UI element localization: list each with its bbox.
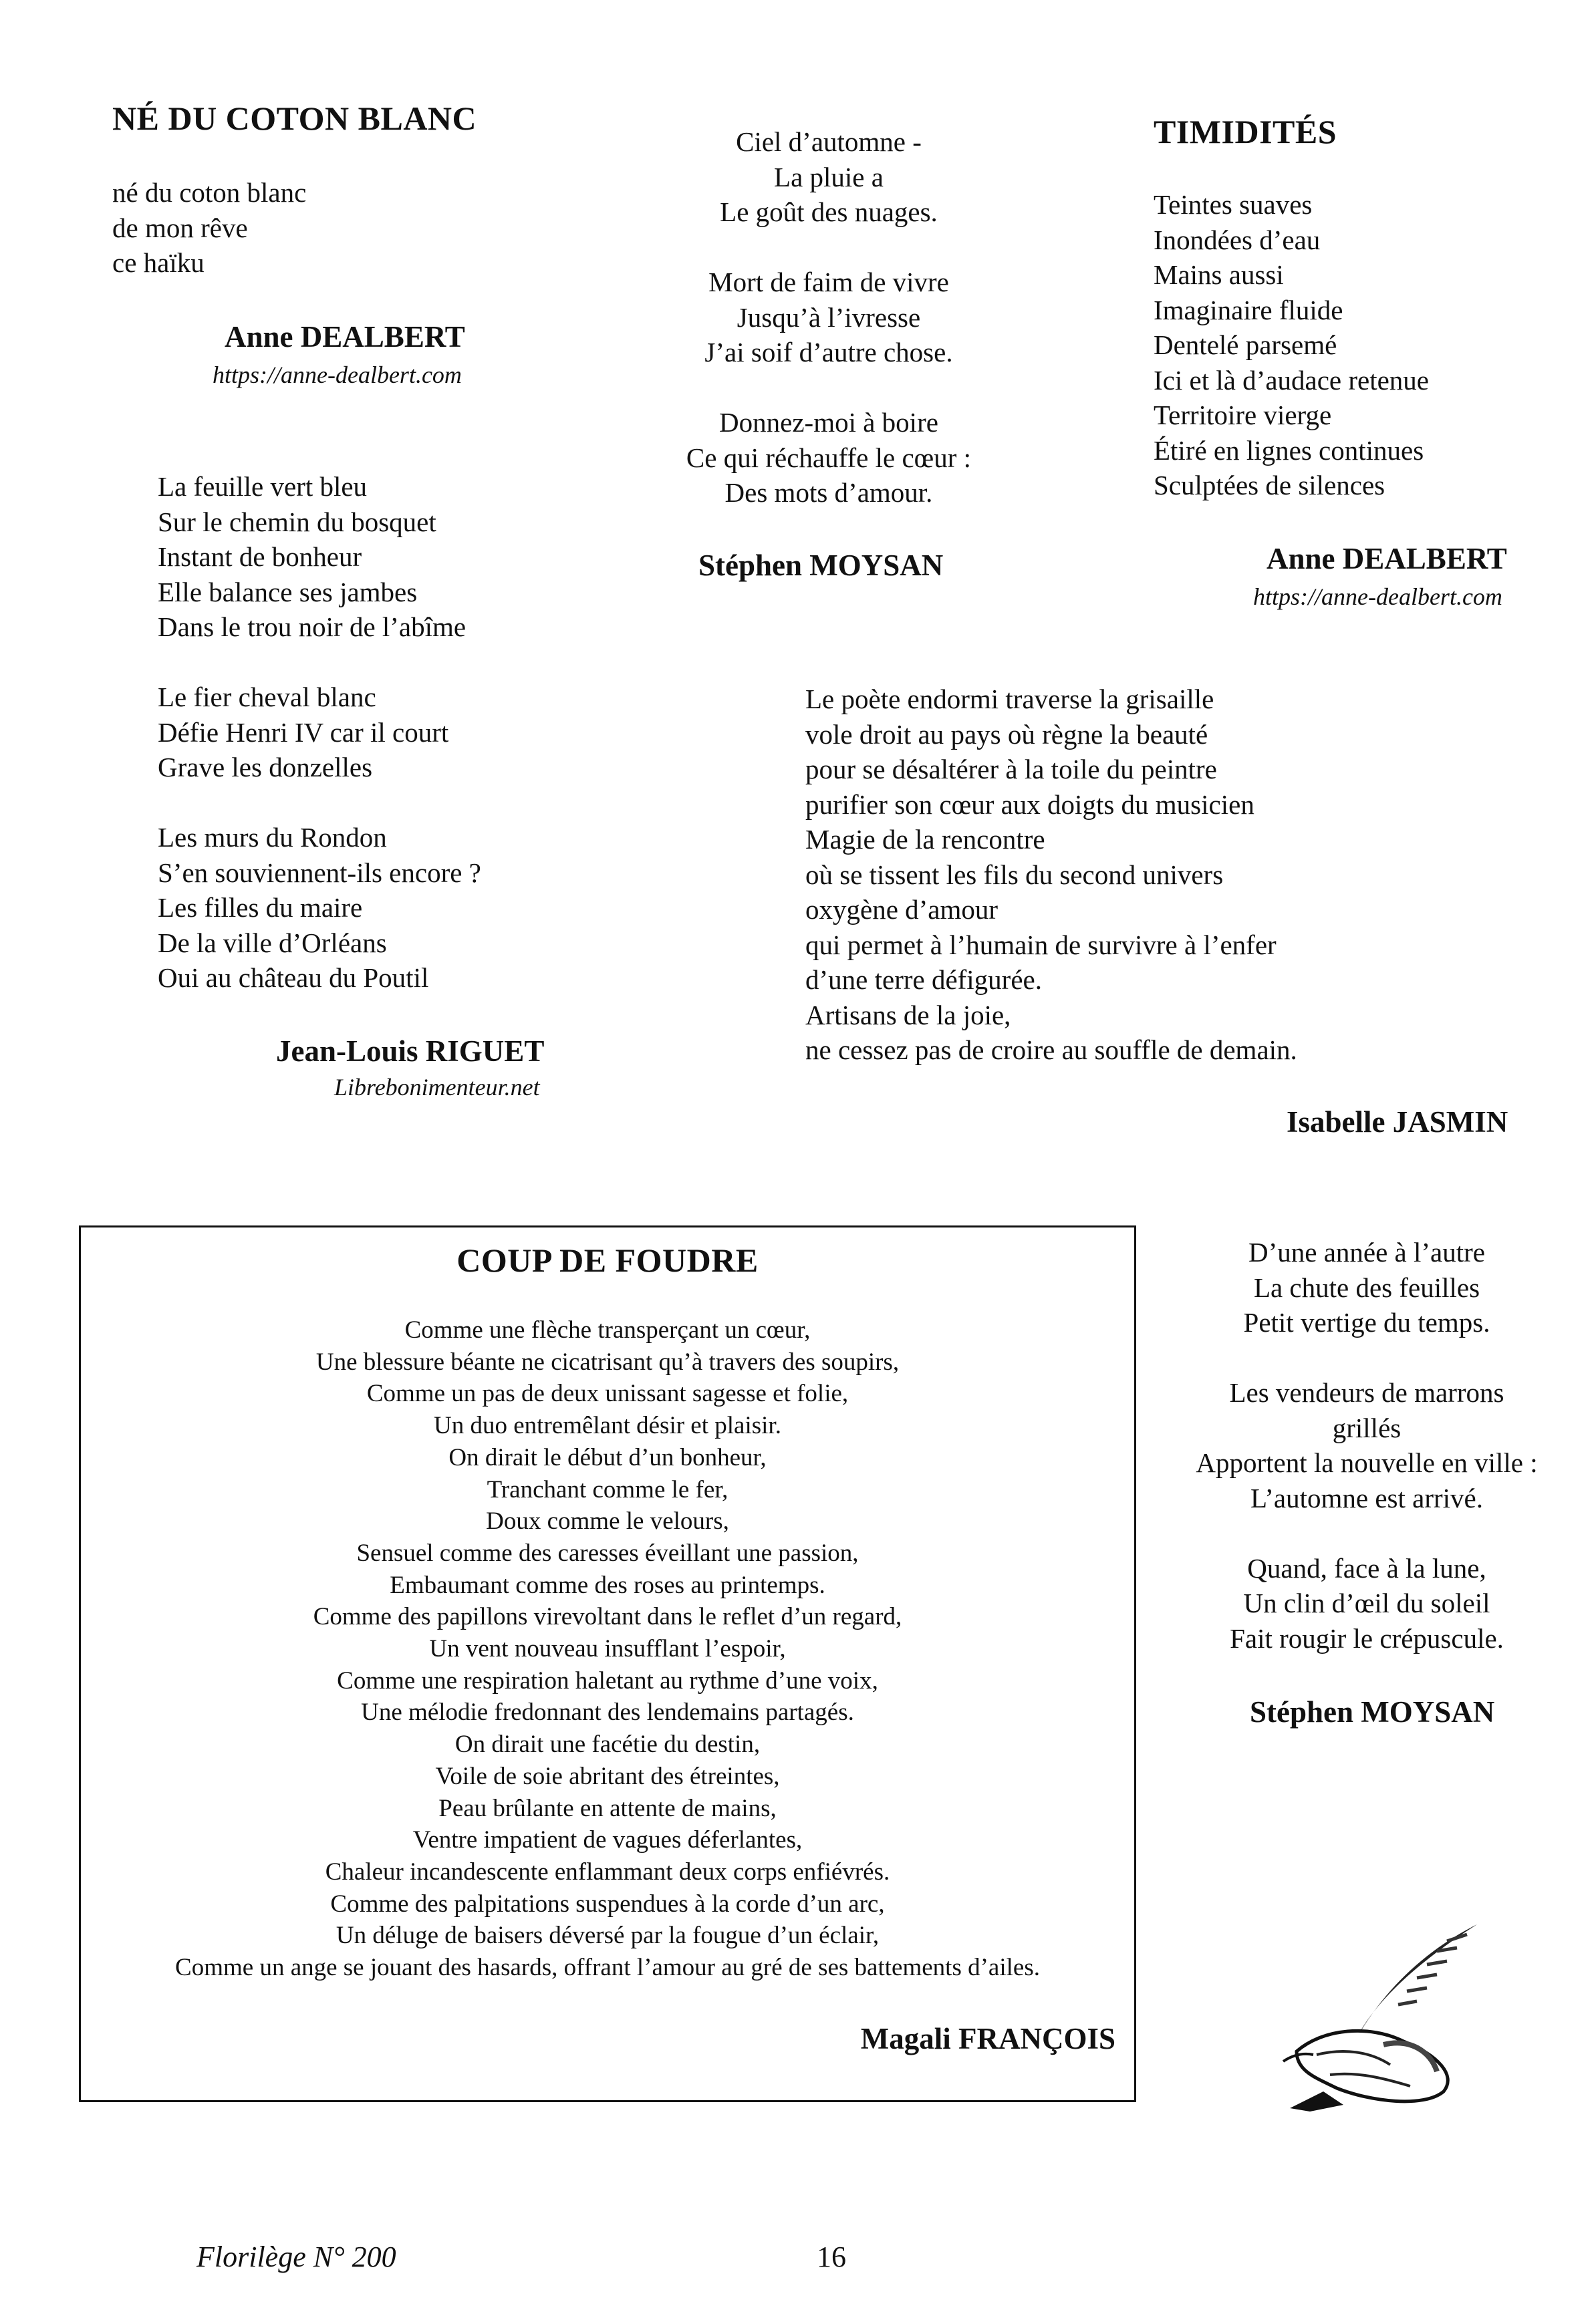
poem-line: où se tissent les fils du second univers <box>805 859 1224 890</box>
poem-line: Oui au château du Poutil <box>158 962 429 993</box>
poem-line: On dirait le début d’un bonheur, <box>448 1443 767 1471</box>
poem-line: Ici et là d’audace retenue <box>1154 364 1430 396</box>
poem-line: Comme un ange se jouant des hasards, offrant l’amour au gré de ses battements d’ailes. <box>175 1954 1040 1982</box>
poem-d-une-annee-a-l-autre <box>1176 1235 1557 1656</box>
poem-line: La feuille vert bleu <box>158 471 368 502</box>
poem-line: Étiré en lignes continues <box>1154 434 1424 466</box>
poem-box-coup-de-foudre <box>79 1225 1136 2102</box>
poem-line: Ce qui réchauffe le cœur : <box>686 442 972 473</box>
poem-line: Un duo entremêlant désir et plaisir. <box>434 1412 781 1440</box>
poem-line: Petit vertige du temps. <box>1243 1307 1490 1338</box>
poem-line: Comme des papillons virevoltant dans le reflet d’un regard, <box>313 1603 902 1631</box>
poem-line: Inondées d’eau <box>1154 224 1321 255</box>
poem-line <box>1176 1340 1557 1376</box>
poem-line: ce haïku <box>112 247 205 278</box>
poem-line: Fait rougir le crépuscule. <box>1230 1622 1504 1654</box>
poem-line: L’automne est arrivé. <box>1250 1482 1483 1513</box>
poem-line: Comme des palpitations suspendues à la corde d’un arc, <box>330 1890 885 1918</box>
poem-line: De la ville d’Orléans <box>158 927 387 958</box>
website-anne-dealbert-1: https://anne-dealbert.com <box>213 361 462 388</box>
poem-line: Un vent nouveau insufflant l’espoir, <box>429 1635 786 1663</box>
poem-line: Artisans de la joie, <box>805 999 1011 1030</box>
poem-line: Chaleur incandescente enflammant deux corps enfiévrés. <box>325 1858 890 1886</box>
poem-line: Embaumant comme des roses au printemps. <box>390 1571 825 1599</box>
poem-line: Jusqu’à l’ivresse <box>737 301 921 333</box>
poem-line: Doux comme le velours, <box>486 1507 729 1536</box>
poem-line: grillés <box>1332 1412 1402 1443</box>
author-magali-francois: Magali FRANÇOIS <box>860 2022 1115 2055</box>
poem-coup-de-foudre <box>81 1314 1134 1984</box>
poem-line: Grave les donzelles <box>158 752 373 782</box>
poem-ciel-d-automne <box>642 124 1016 511</box>
poem-line <box>642 230 1016 265</box>
poem-line: Le goût des nuages. <box>720 196 938 227</box>
poem-line: Dans le trou noir de l’abîme <box>158 611 467 642</box>
poem-line: purifier son cœur aux doigts du musicien <box>805 788 1254 820</box>
poem-line: Tranchant comme le fer, <box>487 1475 728 1503</box>
poem-line: Les murs du Rondon <box>158 822 387 853</box>
poem-line: Les vendeurs de marrons <box>1229 1377 1504 1408</box>
poem-line: vole droit au pays où règne la beauté <box>805 718 1208 750</box>
poem-line <box>158 785 481 821</box>
poem-le-poete-endormi <box>805 682 1297 1068</box>
author-stephen-moysan-2: Stéphen MOYSAN <box>1250 1695 1495 1729</box>
poem-line: Une blessure béante ne cicatrisant qu’à travers des soupirs, <box>315 1348 900 1376</box>
poem-line: né du coton blanc <box>112 177 307 208</box>
poem-line: Sur le chemin du bosquet <box>158 506 436 537</box>
poem-line: Mort de faim de vivre <box>708 267 949 297</box>
poem-line: Donnez-moi à boire <box>719 407 938 438</box>
poem-line: Les filles du maire <box>158 892 363 923</box>
poem-line: On dirait une facétie du destin, <box>454 1731 761 1759</box>
author-anne-dealbert-1: Anne DEALBERT <box>225 320 465 353</box>
author-stephen-moysan-1: Stéphen MOYSAN <box>698 549 944 582</box>
quill-hand-illustration-icon <box>1256 1911 1504 2112</box>
website-librebonimenteur: Librebonimenteur.net <box>334 1074 540 1101</box>
poem-title-timidites: TIMIDITÉS <box>1154 113 1337 150</box>
poem-line: Un clin d’œil du soleil <box>1243 1588 1490 1618</box>
poem-line: Apportent la nouvelle en ville : <box>1196 1447 1538 1478</box>
poem-timidites <box>1154 187 1429 503</box>
poem-line: Comme un pas de deux unissant sagesse et folie, <box>366 1380 849 1408</box>
poem-la-feuille-vert-bleu <box>158 469 481 996</box>
poem-line: Un déluge de baisers déversé par la fougue d’un éclair, <box>336 1922 880 1950</box>
poem-line: D’une année à l’autre <box>1248 1237 1485 1268</box>
poem-line: La pluie a <box>774 161 884 192</box>
poem-line: Le poète endormi traverse la grisaille <box>805 684 1214 714</box>
author-isabelle-jasmin: Isabelle JASMIN <box>1287 1105 1508 1139</box>
poem-line: Ventre impatient de vagues déferlantes, <box>412 1826 803 1854</box>
poem-line: Défie Henri IV car il court <box>158 716 449 748</box>
poem-line: ne cessez pas de croire au souffle de demain. <box>805 1034 1297 1065</box>
poem-line <box>1176 1515 1557 1551</box>
poem-line: Des mots d’amour. <box>724 477 933 508</box>
poem-line: Elle balance ses jambes <box>158 576 418 607</box>
poem-line: Comme une flèche transperçant un cœur, <box>404 1316 811 1344</box>
poem-line: S’en souviennent-ils encore ? <box>158 857 481 888</box>
poem-line: Instant de bonheur <box>158 541 362 572</box>
author-anne-dealbert-2: Anne DEALBERT <box>1267 542 1507 575</box>
poem-ne-du-coton-blanc <box>112 175 306 281</box>
poem-line: Quand, face à la lune, <box>1247 1552 1486 1584</box>
footer-journal-name: Florilège N° 200 <box>196 2240 396 2273</box>
poem-line: Une mélodie fredonnant des lendemains partagés. <box>361 1699 854 1727</box>
poem-line: Le fier cheval blanc <box>158 682 376 712</box>
poem-title-coup-de-foudre: COUP DE FOUDRE <box>456 1242 759 1279</box>
poem-line: Dentelé parsemé <box>1154 329 1337 360</box>
poem-line <box>642 370 1016 406</box>
poem-line: Territoire vierge <box>1154 400 1332 430</box>
poem-line: de mon rêve <box>112 212 248 243</box>
poem-line: Ciel d’automne - <box>736 126 922 157</box>
poem-line: Mains aussi <box>1154 259 1284 290</box>
poem-line <box>158 645 481 680</box>
poem-title-ne-du-coton-blanc: NÉ DU COTON BLANC <box>112 100 477 137</box>
poem-line: qui permet à l’humain de survivre à l’enfer <box>805 929 1277 960</box>
poem-line: d’une terre défigurée. <box>805 964 1042 995</box>
website-anne-dealbert-2: https://anne-dealbert.com <box>1253 583 1502 610</box>
poem-line: Imaginaire fluide <box>1154 294 1343 325</box>
author-jean-louis-riguet: Jean-Louis RIGUET <box>276 1034 545 1068</box>
poem-line: J’ai soif d’autre chose. <box>704 337 953 368</box>
poem-line: oxygène d’amour <box>805 894 999 925</box>
footer-page-number: 16 <box>817 2240 846 2273</box>
poem-line: pour se désaltérer à la toile du peintre <box>805 754 1217 784</box>
poem-line: Voile de soie abritant des étreintes, <box>435 1762 780 1790</box>
poem-line: Magie de la rencontre <box>805 824 1045 855</box>
poem-line: Comme une respiration haletant au rythme d’une voix, <box>337 1666 878 1695</box>
poem-line: La chute des feuilles <box>1253 1272 1480 1303</box>
poem-line: Sculptées de silences <box>1154 470 1385 500</box>
poem-line: Peau brûlante en attente de mains, <box>438 1794 777 1822</box>
poem-line: Sensuel comme des caresses éveillant une passion, <box>356 1539 859 1567</box>
poem-line: Teintes suaves <box>1154 189 1313 220</box>
